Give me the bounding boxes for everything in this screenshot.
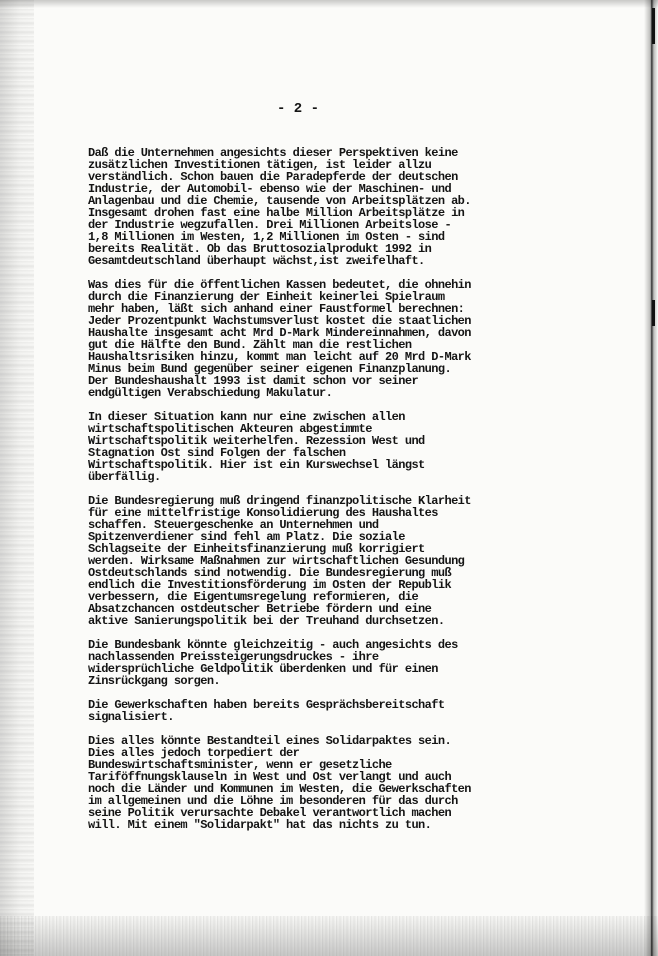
scan-edge-top [0,0,658,8]
text-line: Anlagenbau und die Chemie, tausende von Arbeitsplätzen ab. [88,194,471,208]
page-number: - 2 - [276,101,319,117]
scan-edge-left [0,0,34,956]
text-line: verständlich. Schon bauen die Paradepferde der deutschen [88,170,458,184]
text-line: überfällig. [88,470,161,484]
text-line: Absatzchancen ostdeutscher Betriebe fördern und eine [88,602,432,616]
text-line: 1,8 Millionen im Westen, 1,2 Millionen im Osten - sind [88,230,445,244]
scan-mark [652,300,655,326]
text-line: aktive Sanierungspolitik bei der Treuhand durchsetzen. [88,614,445,628]
text-line: gut die Hälfte den Bund. Zählt man die restlichen [88,338,412,352]
text-line: Schlagseite der Einheitsfinanzierung muß korrigiert [88,542,425,556]
text-line: signalisiert. [88,710,174,724]
text-line: Bundeswirtschaftsminister, wenn er gesetzliche [88,758,392,772]
text-line: Dies alles jedoch torpediert der [88,746,300,760]
paragraph [88,147,588,267]
scan-edge-right [644,0,658,956]
text-line: widersprüchliche Geldpolitik überdenken und für einen [88,662,438,676]
text-line: bereits Realität. Ob das Bruttosozialprodukt 1992 in [88,242,432,256]
text-line: Die Bundesbank könnte gleichzeitig - auch angesichts des [88,638,458,652]
text-line: Haushalte insgesamt acht Mrd D-Mark Mindereinnahmen, davon [88,326,471,340]
text-line: nachlassenden Preissteigerungsdruckes - ihre [88,650,379,664]
text-line: Wirtschaftspolitik weiterhelfen. Rezession West und [88,434,425,448]
text-line: für eine mittelfristige Konsolidierung des Haushaltes [88,506,438,520]
text-line: Wirtschaftspolitik. Hier ist ein Kurswechsel längst [88,458,425,472]
text-line: seine Politik verursachte Debakel verantwortlich machen [88,806,452,820]
text-line: wirtschaftspolitischen Akteuren abgestimmte [88,422,372,436]
text-line: verbessern, die Eigentumsregelung reformieren, die [88,590,419,604]
text-line: Was dies für die öffentlichen Kassen bedeutet, die ohnehin [88,278,471,292]
text-line: werden. Wirksame Maßnahmen zur wirtschaftlichen Gesundung [88,554,465,568]
text-line: In dieser Situation kann nur eine zwischen allen [88,410,405,424]
text-line: endgültigen Verabschiedung Makulatur. [88,386,333,400]
scan-edge-bottom [0,916,658,956]
scan-mark [652,8,655,44]
paragraph [88,639,588,687]
text-line: Haushaltsrisiken hinzu, kommt man leicht auf 20 Mrd D-Mark [88,350,471,364]
text-line: Die Gewerkschaften haben bereits Gesprächsbereitschaft [88,698,445,712]
text-line: Daß die Unternehmen angesichts dieser Perspektiven keine [88,146,458,160]
text-line: will. Mit einem "Solidarpakt" hat das nichts zu tun. [88,818,432,832]
text-line: Dies alles könnte Bestandteil eines Solidarpaktes sein. [88,734,452,748]
text-line: Zinsrückgang sorgen. [88,674,221,688]
paragraph [88,279,588,399]
text-line: Jeder Prozentpunkt Wachstumsverlust kostet die staatlichen [88,314,471,328]
paragraph [88,495,588,627]
text-line: im allgemeinen und die Löhne im besonderen für das durch [88,794,458,808]
text-line: Der Bundeshaushalt 1993 ist damit schon vor seiner [88,374,419,388]
text-line: Stagnation Ost sind Folgen der falschen [88,446,346,460]
text-line: zusätzlichen Investitionen tätigen, ist leider allzu [88,158,432,172]
paragraph [88,735,588,831]
text-line: durch die Finanzierung der Einheit keinerlei Spielraum [88,290,445,304]
text-line: mehr haben, läßt sich anhand einer Faustformel berechnen: [88,302,465,316]
text-line: Die Bundesregierung muß dringend finanzpolitische Klarheit [88,494,471,508]
text-line: Tariföffnungsklauseln in West und Ost verlangt und auch [88,770,452,784]
text-line: Gesamtdeutschland überhaupt wächst,ist zweifelhaft. [88,254,425,268]
document-body [88,147,588,843]
text-line: Ostdeutschlands sind notwendig. Die Bundesregierung muß [88,566,452,580]
paragraph [88,411,588,483]
text-line: Industrie, der Automobil- ebenso wie der Maschinen- und [88,182,452,196]
text-line: Minus beim Bund gegenüber seiner eigenen Finanzplanung. [88,362,452,376]
text-line: der Industrie wegzufallen. Drei Millionen Arbeitslose - [88,218,452,232]
paragraph [88,699,588,723]
text-line: schaffen. Steuergeschenke an Unternehmen und [88,518,379,532]
text-line: Spitzenverdiener sind fehl am Platz. Die soziale [88,530,405,544]
text-line: Insgesamt drohen fast eine halbe Million Arbeitsplätze in [88,206,465,220]
text-line: endlich die Investitionsförderung im Osten der Republik [88,578,452,592]
text-line: noch die Länder und Kommunen im Westen, die Gewerkschaften [88,782,471,796]
